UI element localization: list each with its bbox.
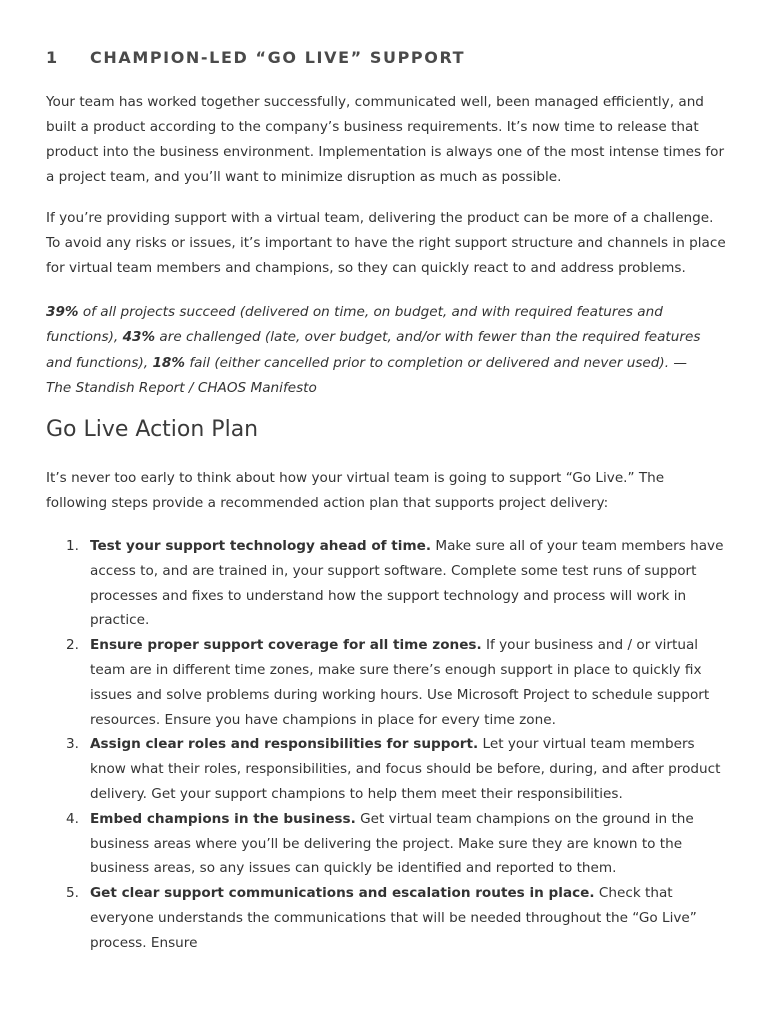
step-title: Get clear support communications and escalation routes in place. <box>90 885 595 902</box>
step-number: 5. <box>66 885 79 902</box>
section-heading <box>46 48 465 67</box>
step-text: Let your virtual team members know what their roles, responsibilities, and focus should be before, during, and after product delivery. Get your support champions to help them meet their responsibilities. <box>90 736 721 802</box>
stat-succeed: 39% <box>46 304 79 320</box>
step-text: If your business and / or virtual team are in different time zones, make sure there’s enough support in place to quickly fix issues and solve problems during working hours. Use Microsoft Project to schedule support resources. Ensure you have champions in place for every time zone. <box>90 637 710 728</box>
action-plan-steps <box>46 534 726 956</box>
list-item <box>46 881 726 955</box>
list-item <box>46 534 726 633</box>
step-text: Check that everyone understands the communications that will be needed throughout the “Go Live” process. Ensure <box>90 885 697 951</box>
step-number: 3. <box>66 736 79 753</box>
step-text: Make sure all of your team members have access to, and are trained in, your support software. Complete some test runs of support processes and fixes to understand how the support technology and process will work in practice. <box>90 538 724 629</box>
virtual-team-paragraph: If you’re providing support with a virtual team, delivering the product can be more of a challenge. To avoid any risks or issues, it’s important to have the right support structure and channels in place for virtual team members and champions, so they can quickly react to and address problems. <box>46 210 726 276</box>
section-number: 1 <box>46 48 59 67</box>
step-title: Ensure proper support coverage for all time zones. <box>90 637 482 654</box>
step-number: 4. <box>66 810 79 827</box>
quote-text-3: fail (either cancelled prior to completion or delivered and never used). — The Standish Report / CHAOS Manifesto <box>46 354 687 396</box>
step-text: Get virtual team champions on the ground in the business areas where you’ll be delivering the project. Make sure they are known to the business areas, so any issues can quickly be identified and reported to them. <box>90 810 694 877</box>
list-item <box>46 732 726 806</box>
step-title: Test your support technology ahead of time. <box>90 538 432 554</box>
list-item <box>46 807 726 881</box>
step-number: 2. <box>66 637 79 654</box>
action-plan-heading: Go Live Action Plan <box>46 417 259 442</box>
standish-quote <box>46 300 716 401</box>
action-plan-intro: It’s never too early to think about how your virtual team is going to support “Go Live.” The following steps provide a recommended action plan that supports project delivery: <box>46 470 665 511</box>
section-title: CHAMPION-LED “GO LIVE” SUPPORT <box>90 48 466 67</box>
step-number: 1. <box>66 538 79 554</box>
step-title: Embed champions in the business. <box>90 810 356 827</box>
list-item <box>46 633 726 732</box>
stat-fail: 18% <box>152 354 186 371</box>
quote-text-1: of all projects succeed (delivered on time, on budget, and with required features and functions), <box>46 304 663 346</box>
intro-paragraph: Your team has worked together successfully, communicated well, been managed efficiently, and built a product according to the company’s business requirements. It’s now time to release that product into the business environment. Implementation is always one of the most intense times for a project team, and you’ll want to minimize disruption as much as possible. <box>46 94 725 185</box>
step-title: Assign clear roles and responsibilities for support. <box>90 736 479 753</box>
quote-text-2: are challenged (late, over budget, and/or with fewer than the required features and functions), <box>46 329 701 371</box>
stat-challenged: 43% <box>122 329 156 346</box>
